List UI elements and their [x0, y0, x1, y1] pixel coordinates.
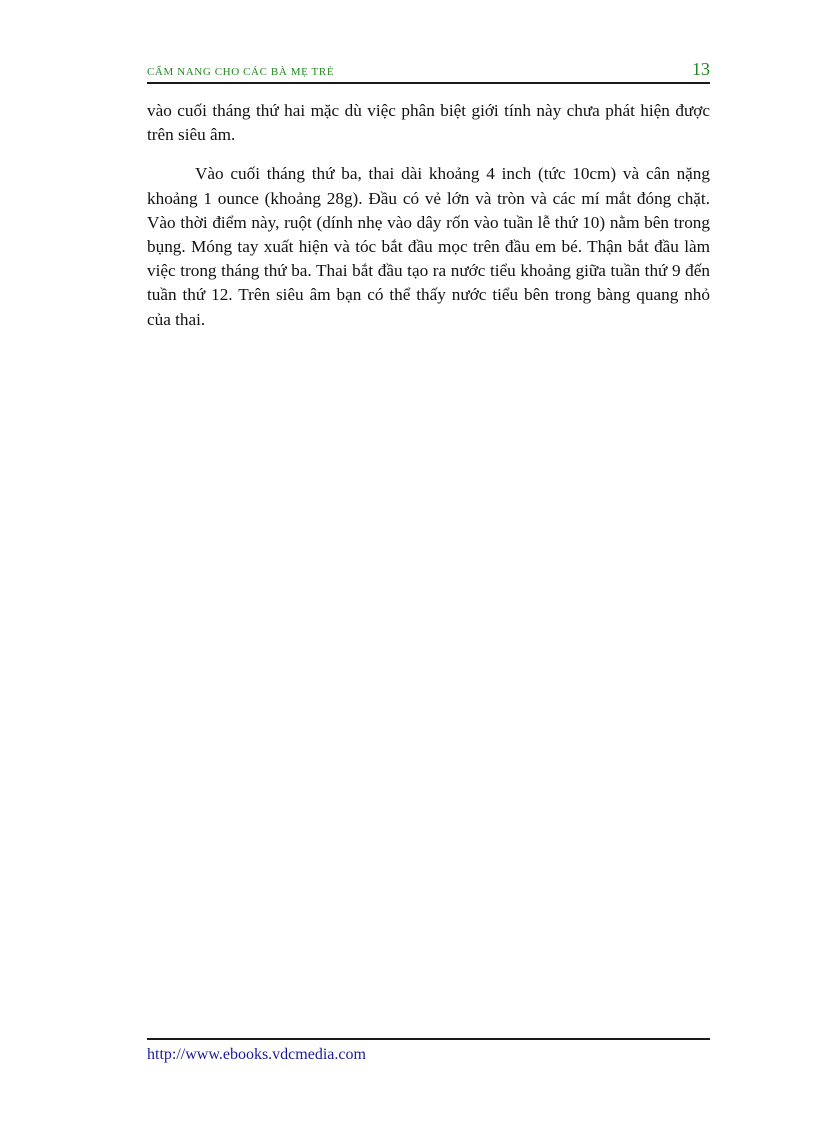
body-content — [147, 99, 710, 332]
running-title: CẨM NANG CHO CÁC BÀ MẸ TRẺ — [147, 66, 335, 78]
footer-website-link[interactable]: http://www.ebooks.vdcmedia.com — [147, 1046, 366, 1063]
paragraph: Vào cuối tháng thứ ba, thai dài khoảng 4 inch (tức 10cm) và cân nặng khoảng 1 ounce (khoảng 28g). Đầu có vẻ lớn và tròn và các mí mắt đóng chặt. Vào thời điểm này, ruột (dính nhẹ vào dây rốn vào tuần lễ thứ 10) nằm bên trong bụng. Móng tay xuất hiện và tóc bắt đầu mọc trên đầu em bé. Thận bắt đầu làm việc trong tháng thứ ba. Thai bắt đầu tạo ra nước tiểu khoảng giữa tuần thứ 9 đến tuần thứ 12. Trên siêu âm bạn có thể thấy nước tiểu bên trong bàng quang nhỏ của thai. — [147, 164, 710, 329]
page-number: 13 — [692, 59, 710, 79]
page-footer — [147, 1038, 710, 1064]
page-header — [147, 58, 710, 84]
paragraph-continuation: vào cuối tháng thứ hai mặc dù việc phân biệt giới tính này chưa phát hiện được trên siêu âm. — [147, 101, 710, 145]
